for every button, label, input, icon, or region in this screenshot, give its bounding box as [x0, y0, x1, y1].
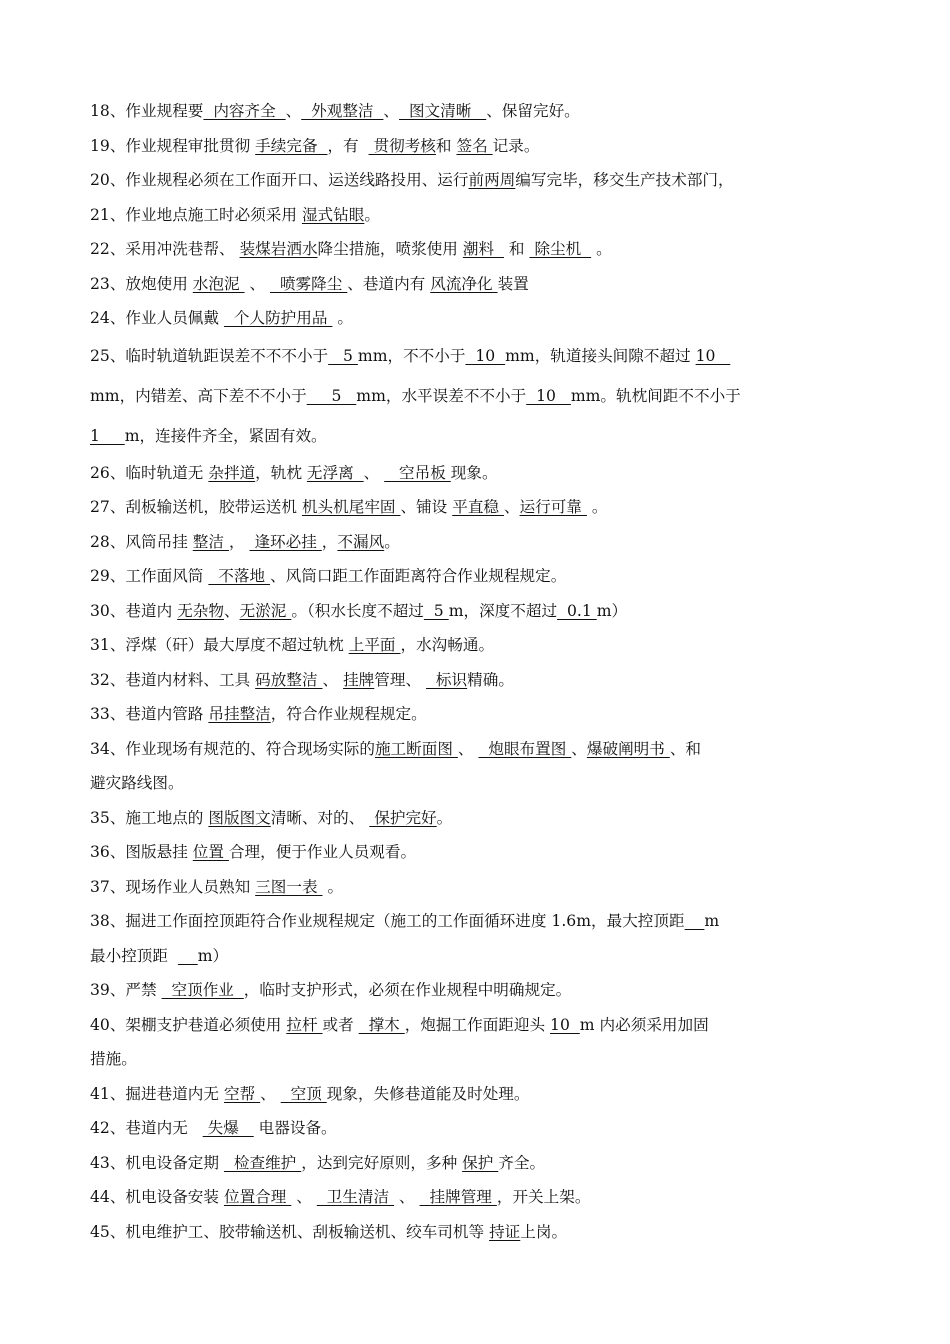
filled-blank: 1 [90, 426, 125, 445]
text-line [90, 336, 880, 376]
text-segment: 、巷道内有 [347, 274, 431, 293]
filled-blank: 机头机尾牢固 [301, 498, 401, 516]
text-segment: ，开关上架。 [496, 1188, 591, 1206]
text-segment: 清晰、对的、 [270, 808, 370, 827]
text-segment: 27、刮板输送机，胶带运送机 [90, 498, 302, 516]
text-segment: 、 [260, 1084, 281, 1103]
text-segment: ，达到完好原则，多种 [301, 1153, 463, 1172]
filled-blank: 施工断面图 [374, 739, 458, 758]
filled-blank: 位置 [192, 843, 229, 861]
text-segment: 18、作业规程要 [90, 102, 204, 120]
text-segment: 33、巷道内管路 [90, 705, 209, 723]
filled-blank: 炮眼布置图 [478, 739, 572, 758]
filled-blank: 不落地 [208, 567, 271, 585]
text-segment: 39、严禁 [90, 981, 162, 999]
text-segment: ， [321, 532, 338, 551]
text-segment: 21、作业地点施工时必须采用 [90, 205, 302, 224]
text-segment: 、风筒口距工作面距离符合作业规程规定。 [270, 567, 567, 585]
filled-blank: 10 [550, 1015, 580, 1034]
text-segment: ， [228, 532, 250, 551]
text-segment: 、和 [669, 739, 702, 758]
text-line [90, 663, 880, 698]
filled-blank: 风流净化 [430, 274, 498, 293]
filled-blank: 签名 [456, 136, 493, 155]
text-segment: 、 [322, 670, 344, 689]
text-segment: 电器设备。 [253, 1119, 337, 1137]
text-segment: ，有 [327, 136, 369, 155]
text-segment: mm，轨道接头间隙不超过 [505, 346, 696, 365]
text-segment: 和 [435, 136, 457, 155]
text-segment: 、 [291, 1188, 317, 1206]
text-line [90, 939, 880, 974]
filled-blank: 爆破阐明书 [586, 739, 670, 758]
filled-blank: 逢环必挂 [249, 532, 322, 551]
filled-blank: 位置合理 [223, 1188, 292, 1206]
text-segment: 41、掘进巷道内无 [90, 1084, 224, 1103]
text-segment: 44、机电设备安装 [90, 1188, 224, 1206]
text-line [90, 835, 880, 870]
text-segment: mm，内错差、高下差不不小于 [90, 386, 307, 405]
text-line [90, 267, 880, 302]
text-line [90, 94, 880, 129]
text-segment: 29、工作面风筒 [90, 567, 209, 585]
filled-blank: 10 [695, 346, 731, 365]
text-segment: 和 [503, 240, 530, 258]
text-line [90, 1180, 880, 1215]
text-line [90, 198, 880, 233]
text-segment: ，符合作业规程规定。 [270, 705, 427, 723]
filled-blank: 10 [526, 386, 571, 405]
text-segment: mm，不不小于 [357, 346, 466, 365]
document-body [90, 94, 880, 1249]
text-segment: 。（积水长度不超过 [291, 601, 424, 620]
text-segment: 34、作业现场有规范的、符合现场实际的 [90, 739, 375, 758]
text-segment: 或者 [322, 1015, 359, 1034]
filled-blank: 撑木 [358, 1015, 405, 1034]
filled-blank: 空顶作业 [161, 981, 244, 999]
filled-blank: 整洁 [192, 532, 229, 551]
text-line [90, 628, 880, 663]
text-segment: 40、架棚支护巷道必须使用 [90, 1015, 287, 1034]
text-line [90, 732, 880, 767]
filled-blank: 0.1 [557, 601, 597, 620]
text-line [90, 1215, 880, 1250]
text-line [90, 973, 880, 1008]
text-segment: 、 [571, 739, 587, 758]
text-segment: 合理，便于作业人员观看。 [228, 843, 417, 861]
text-line [90, 129, 880, 164]
text-segment: ，水沟畅通。 [400, 636, 495, 654]
filled-blank: 空吊板 [384, 463, 451, 482]
filled-blank: 喷雾降尘 [270, 274, 348, 293]
filled-blank: 持证 [489, 1222, 521, 1241]
filled-blank: 挂牌 [343, 670, 375, 689]
text-line [90, 766, 880, 801]
filled-blank: 个人防护用品 [223, 309, 333, 327]
filled-blank: 平直稳 [452, 498, 504, 516]
text-segment: 。 [591, 240, 612, 258]
filled-blank: 码放整洁 [255, 670, 323, 689]
text-segment: 38、掘进工作面控顶距符合作业规程规定（施工的工作面循环进度 1.6m，最大控顶距 [90, 912, 685, 930]
text-segment: 、 [285, 102, 302, 120]
text-line [90, 232, 880, 267]
text-segment: 记录。 [492, 136, 540, 155]
filled-blank: 保护完好 [369, 808, 437, 827]
filled-blank: 失爆 [202, 1119, 254, 1137]
text-segment: 。 [384, 532, 400, 551]
text-segment: 、 [223, 601, 240, 620]
filled-blank: 杂拌道 [208, 463, 256, 482]
text-segment: 。 [436, 808, 453, 827]
filled-blank: 无浮离 [306, 463, 364, 482]
text-segment: 19、作业规程审批贯彻 [90, 136, 256, 155]
filled-blank: 无淤泥 [239, 601, 292, 620]
text-line [90, 490, 880, 525]
filled-blank: 拉杆 [286, 1015, 323, 1034]
text-segment: 23、放炮使用 [90, 274, 193, 293]
text-segment: m，连接件齐全，紧固有效。 [124, 426, 327, 445]
filled-blank: 保护 [462, 1153, 499, 1172]
filled-blank: 湿式钻眼 [301, 205, 365, 224]
text-segment: mm，水平误差不不小于 [356, 386, 527, 405]
text-line [90, 525, 880, 560]
filled-blank: 上平面 [348, 636, 401, 654]
text-segment: 28、风筒吊挂 [90, 532, 193, 551]
text-segment: 、 [363, 463, 385, 482]
filled-blank: 潮料 [462, 240, 504, 258]
text-line [90, 456, 880, 491]
filled-blank: 内容齐全 [203, 102, 286, 120]
filled-blank: 外观整洁 [301, 102, 384, 120]
text-line [90, 163, 880, 198]
text-segment: 20、作业规程必须在工作面开口、运送线路投用、运行 [90, 171, 469, 189]
text-segment: 35、施工地点的 [90, 808, 209, 827]
filled-blank: 5 [306, 386, 357, 405]
text-segment: 、保留完好。 [486, 102, 580, 120]
text-segment: 22、采用冲洗巷帮、 [90, 240, 240, 258]
filled-blank: 图版图文 [208, 808, 271, 827]
text-segment: 25、临时轨道轨距误差不不不小于 [90, 346, 329, 365]
text-segment: 齐全。 [498, 1153, 546, 1172]
text-line [90, 559, 880, 594]
text-line [90, 1111, 880, 1146]
text-segment: 精确。 [467, 670, 514, 689]
text-segment: 、 [394, 1188, 420, 1206]
text-segment: 45、机电维护工、胶带输送机、刮板输送机、绞车司机等 [90, 1222, 490, 1241]
text-line [90, 1008, 880, 1043]
text-segment: 、 [503, 498, 520, 516]
filled-blank: 空帮 [223, 1084, 261, 1103]
text-segment: mm。轨枕间距不不小于 [570, 386, 741, 405]
text-line [90, 416, 880, 456]
text-segment: m 内必须采用加固 [579, 1015, 709, 1034]
filled-blank: 图文清晰 [399, 102, 487, 120]
text-segment: 、 [457, 739, 479, 758]
text-segment: 43、机电设备定期 [90, 1153, 224, 1172]
text-line [90, 870, 880, 905]
filled-blank: 检查维护 [223, 1153, 302, 1172]
text-segment: m，深度不超过 [448, 601, 558, 620]
filled-blank: 装煤岩洒水 [239, 240, 318, 258]
filled-blank: 卫生清洁 [316, 1188, 395, 1206]
text-segment: 避灾路线图。 [90, 774, 184, 792]
text-line [90, 376, 880, 416]
text-segment: 、 [383, 102, 400, 120]
text-segment: 30、巷道内 [90, 601, 178, 620]
filled-blank: 无杂物 [177, 601, 224, 620]
text-line [90, 594, 880, 629]
filled-blank: 挂牌管理 [419, 1188, 497, 1206]
text-segment: m） [596, 601, 628, 620]
filled-blank: 贯彻考核 [368, 136, 436, 155]
text-segment: ，临时支护形式，必须在作业规程中明确规定。 [243, 981, 572, 999]
filled-blank: 除尘机 [529, 240, 592, 258]
text-segment: 编写完毕，移交生产技术部门， [515, 171, 734, 189]
text-segment: m [704, 912, 720, 930]
text-segment: m） [197, 946, 229, 965]
text-segment: 上岗。 [520, 1222, 568, 1241]
filled-blank: 水泡泥 [192, 274, 245, 293]
text-segment: 。 [322, 877, 344, 896]
text-segment: 42、巷道内无 [90, 1119, 203, 1137]
filled-blank: 运行可靠 [519, 498, 587, 516]
text-segment: 管理、 [374, 670, 427, 689]
text-line [90, 1146, 880, 1181]
filled-blank: 10 [465, 346, 506, 365]
text-line [90, 801, 880, 836]
text-segment: ，轨枕 [255, 463, 307, 482]
filled-blank: 空顶 [280, 1084, 327, 1103]
text-segment: 、铺设 [400, 498, 453, 516]
text-segment: 36、图版悬挂 [90, 843, 193, 861]
text-segment: 。 [332, 309, 353, 327]
text-segment: 37、现场作业人员熟知 [90, 877, 256, 896]
filled-blank: 标识 [426, 670, 468, 689]
text-segment: 措施。 [90, 1050, 137, 1068]
text-line [90, 1042, 880, 1077]
filled-blank: 5 [328, 346, 358, 365]
filled-blank: 手续完备 [255, 136, 328, 155]
text-segment: 。 [364, 205, 380, 224]
text-line [90, 904, 880, 939]
text-segment: 24、作业人员佩戴 [90, 309, 224, 327]
text-segment: 最小控顶距 [90, 946, 178, 965]
text-segment: 32、巷道内材料、工具 [90, 670, 256, 689]
text-segment: 31、浮煤（矸）最大厚度不超过轨枕 [90, 636, 349, 654]
filled-blank: 前两周 [468, 171, 516, 189]
filled-blank: 三图一表 [255, 877, 323, 896]
text-segment: 、 [244, 274, 271, 293]
text-segment: 。 [586, 498, 608, 516]
text-segment: 降尘措施，喷浆使用 [317, 240, 463, 258]
filled-blank [685, 912, 705, 930]
filled-blank: 5 [423, 601, 449, 620]
filled-blank [178, 947, 198, 965]
text-segment: 现象，失修巷道能及时处理。 [326, 1084, 530, 1103]
text-line [90, 301, 880, 336]
filled-blank: 不漏风 [337, 532, 385, 551]
text-line [90, 1077, 880, 1112]
text-segment: ，炮掘工作面距迎头 [404, 1015, 551, 1034]
text-segment: 现象。 [450, 463, 498, 482]
text-line [90, 697, 880, 732]
filled-blank: 吊挂整洁 [208, 705, 271, 723]
text-segment: 26、临时轨道无 [90, 463, 209, 482]
text-segment: 装置 [497, 274, 529, 293]
